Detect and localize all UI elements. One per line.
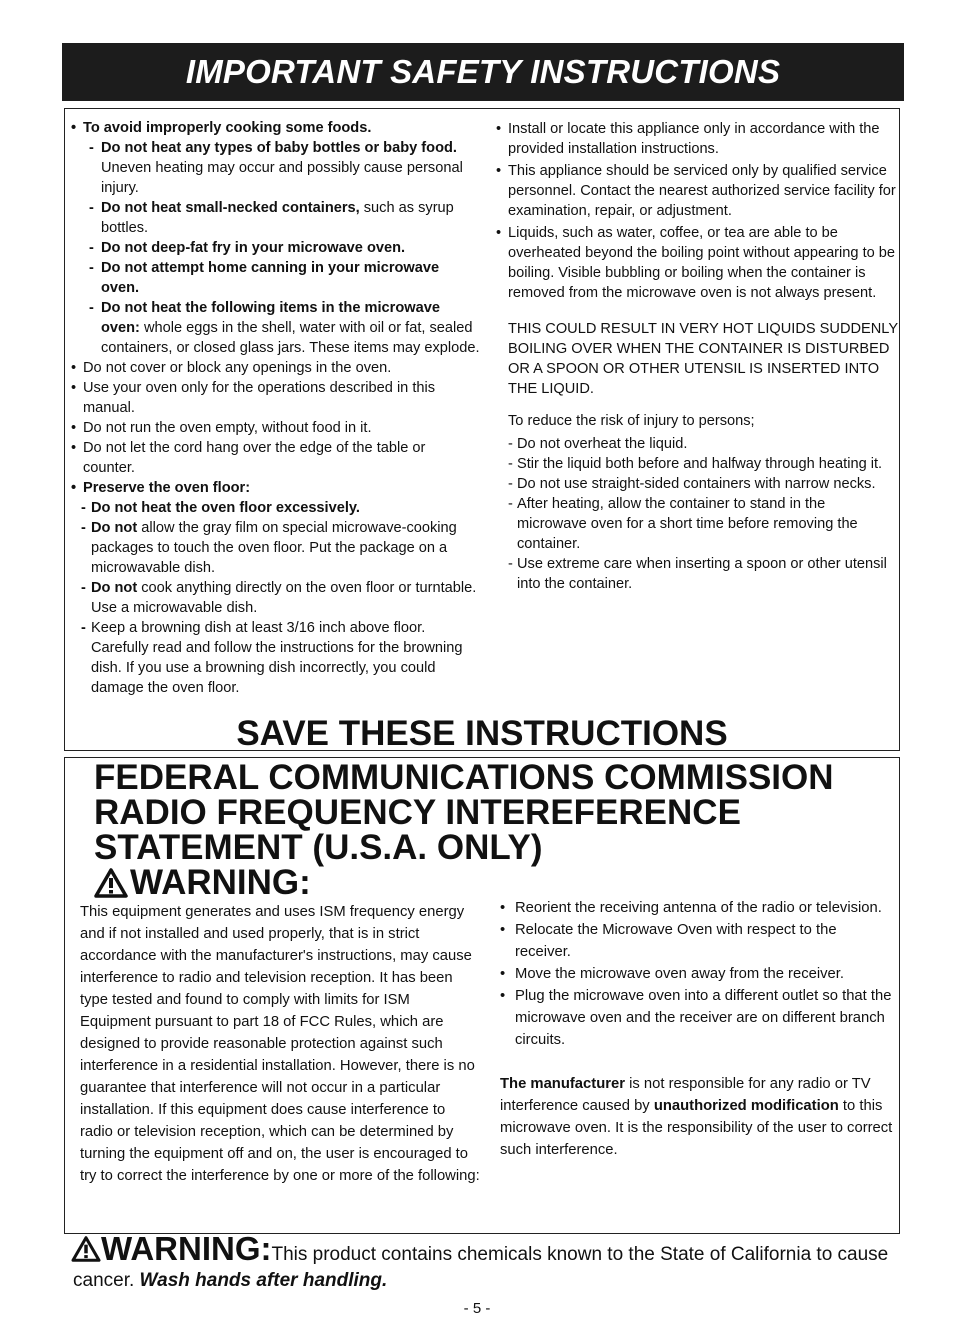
warning-label: WARNING: — [101, 1230, 272, 1267]
warning-triangle-icon — [71, 1236, 101, 1262]
list-item: • Preserve the oven floor: — [71, 480, 251, 496]
fcc-right-column — [500, 897, 895, 1161]
california-warning: WARNING:This product contains chemicals known to the State of California to cause cancer. Wash hands after handling. — [73, 1230, 889, 1291]
list-item: • To avoid improperly cooking some foods. — [71, 120, 372, 136]
list-item: - After heating, allow the container to stand in the microwave oven for a short time before removing the container. — [508, 496, 858, 552]
list-item: • Liquids, such as water, coffee, or tea are able to be overheated beyond the boiling point without appearing to be boiling. Visible bubbling or boiling when the container is removed from the microwave oven is not always present. — [496, 225, 896, 301]
fcc-title — [94, 760, 894, 900]
list-item: • Move the microwave oven away from the receiver. — [500, 966, 844, 982]
list-item: • Use your oven only for the operations described in this manual. — [71, 380, 436, 416]
list-item: - Do not use straight-sided containers with narrow necks. — [508, 476, 876, 492]
list-item: • Plug the microwave oven into a different outlet so that the microwave oven and the receiver are on different branch circuits. — [500, 988, 892, 1048]
list-item: - Do not cook anything directly on the oven floor or turntable. Use a microwavable dish. — [81, 580, 477, 616]
page-title: IMPORTANT SAFETY INSTRUCTIONS — [185, 53, 781, 90]
fcc-title-line: STATEMENT (U.S.A. ONLY) — [94, 828, 543, 867]
safety-left-column — [71, 118, 481, 698]
wash-hands-text: Wash hands after handling. — [139, 1270, 388, 1291]
reduce-risk-text: To reduce the risk of injury to persons; — [508, 413, 755, 429]
list-item: - Do not heat small-necked containers, such as syrup bottles. — [89, 200, 454, 236]
fcc-statement: This equipment generates and uses ISM frequency energy and if not installed and used properly, that is in strict accordance with the manufacturer's instructions, may cause interference to radio and television reception. It has been type tested and found to comply with limits for ISM Equipment pursuant to part 18 of FCC Rules, which are designed to provide reasonable protection against such interference in a residential installation. However, there is no guarantee that interference will not occur in a particular installation. If this equipment does cause interference to radio or television reception, which can be determined by turning the equipment off and on, the user is encouraged to try to correct the interference by one or more of the following: — [80, 904, 480, 1184]
caps-warning: THIS COULD RESULT IN VERY HOT LIQUIDS SUDDENLY BOILING OVER WHEN THE CONTAINER IS DISTURBED OR A SPOON OR OTHER UTENSIL IS INSERTED INTO THE LIQUID. — [508, 321, 898, 397]
warning-label: WARNING: — [130, 863, 311, 902]
list-item: - Stir the liquid both before and halfway through heating it. — [508, 456, 883, 472]
list-item: - Keep a browning dish at least 3/16 inch above floor. Carefully read and follow the instructions for the browning dish. If you use a browning dish incorrectly, you could damage the oven floor. — [81, 620, 463, 696]
list-item: - Do not allow the gray film on special microwave-cooking packages to touch the oven floor. Put the package on a microwavable dish. — [81, 520, 457, 576]
warning-triangle-icon — [94, 868, 128, 898]
list-item: • Relocate the Microwave Oven with respect to the receiver. — [500, 922, 837, 960]
safety-right-column — [496, 119, 898, 594]
list-item: • Do not let the cord hang over the edge of the table or counter. — [71, 440, 426, 476]
list-item: - Do not deep-fat fry in your microwave oven. — [89, 240, 406, 256]
list-item: • Reorient the receiving antenna of the radio or television. — [500, 900, 882, 916]
page-number: - 5 - — [463, 1300, 491, 1317]
fcc-title-line: FEDERAL COMMUNICATIONS COMMISSION — [94, 758, 834, 797]
list-item: - Do not heat the following items in the microwave oven: whole eggs in the shell, water with oil or fat, sealed containers, or closed glass jars. These items may explode. — [89, 300, 480, 356]
list-item: - Do not attempt home canning in your microwave oven. — [89, 260, 440, 296]
save-instructions-title: SAVE THESE INSTRUCTIONS — [236, 714, 728, 753]
list-item: - Use extreme care when inserting a spoon or other utensil into the container. — [508, 556, 887, 592]
fcc-warning-heading — [94, 865, 894, 900]
header-bar — [62, 43, 904, 101]
list-item: - Do not overheat the liquid. — [508, 436, 688, 452]
list-item: - Do not heat the oven floor excessively. — [81, 500, 360, 516]
list-item: • Do not cover or block any openings in the oven. — [71, 360, 392, 376]
fcc-title-line: RADIO FREQUENCY INTEREFERENCE — [94, 793, 741, 832]
list-item: • This appliance should be serviced only by qualified service personnel. Contact the nearest authorized service facility for examination, repair, or adjustment. — [496, 163, 896, 219]
list-item: - Do not heat any types of baby bottles or baby food. Uneven heating may occur and possibly cause personal injury. — [89, 140, 463, 196]
list-item: • Install or locate this appliance only in accordance with the provided installation instructions. — [496, 121, 880, 157]
manufacturer-note: The manufacturer is not responsible for any radio or TV interference caused by unauthorized modification to this microwave oven. It is the responsibility of the user to correct such interference. — [500, 1076, 893, 1158]
list-item: • Do not run the oven empty, without food in it. — [71, 420, 372, 436]
